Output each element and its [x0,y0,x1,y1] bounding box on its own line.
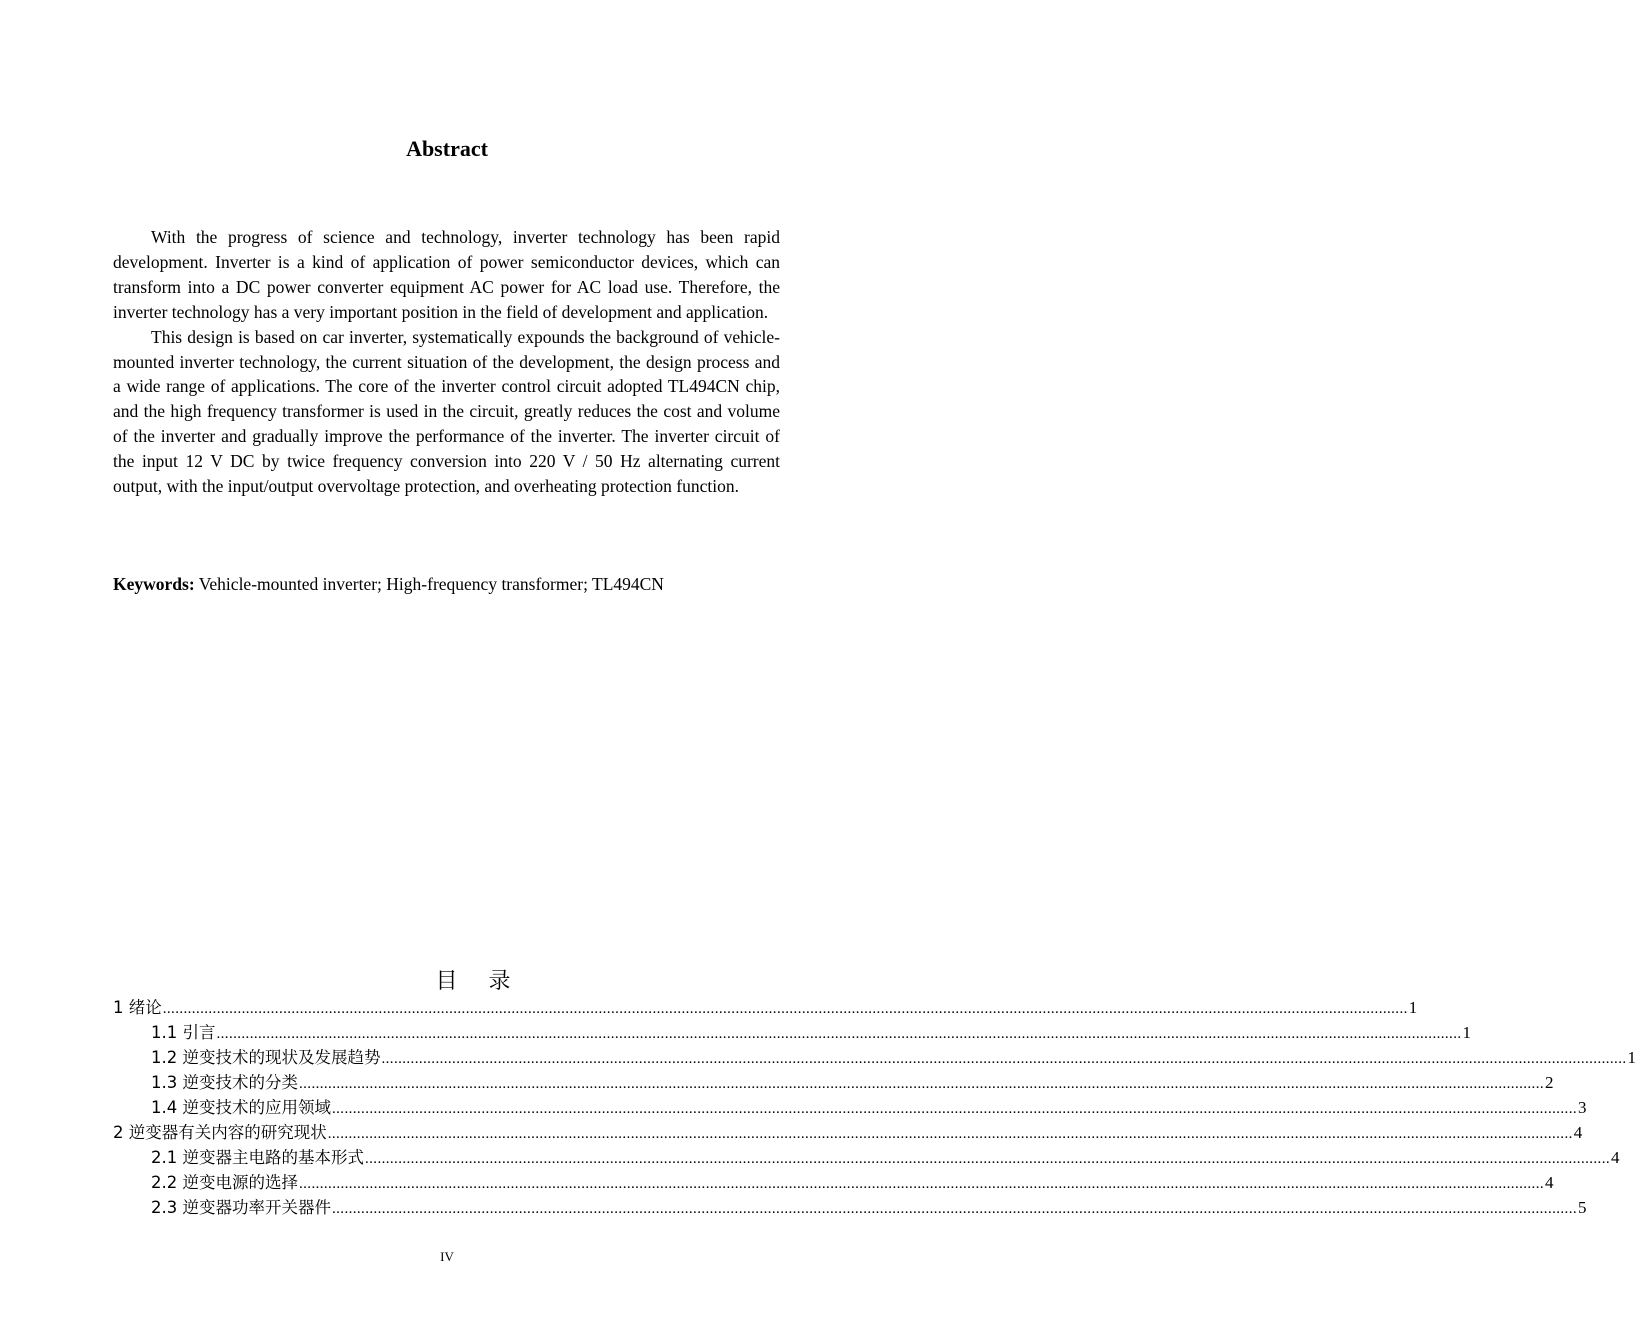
toc-dot-leader: ............................................................................................................................................................................................................................................................................................................ [299,1176,1544,1192]
toc-entry-title: 2.1 逆变器主电路的基本形式 [151,1148,364,1167]
toc-entry[interactable] [113,1195,1587,1220]
toc-entry[interactable] [113,1120,1583,1145]
toc-entry[interactable] [113,1170,1554,1195]
toc-entry-page: 1 [1627,1048,1636,1067]
toc-entry-page: 4 [1573,1123,1583,1142]
toc-entry-title: 1.1 引言 [151,1023,216,1042]
toc-entry-page: 3 [1578,1098,1587,1117]
keywords-line [113,572,780,597]
toc-entry-title: 2 逆变器有关内容的研究现状 [113,1123,327,1142]
table-of-contents [113,995,1636,1220]
toc-entry-title: 1.2 逆变技术的现状及发展趋势 [151,1048,381,1067]
toc-entry-title: 1.4 逆变技术的应用领域 [151,1098,331,1117]
keywords-text: Vehicle-mounted inverter; High-frequency transformer; TL494CN [198,574,664,594]
abstract-paragraph: This design is based on car inverter, systematically expounds the background of vehicle-mounted inverter technology, the current situation of the development, the design process and a wide range of applications. The core of the inverter control circuit adopted TL494CN chip, and the high frequency transformer is used in the circuit, greatly reduces the cost and volume of the inverter and gradually improve the performance of the inverter. The inverter circuit of the input 12 V DC by twice frequency conversion into 220 V / 50 Hz alternating current output, with the input/output overvoltage protection, and overheating protection function. [113,326,780,497]
abstract-body [113,225,780,499]
toc-dot-leader: ............................................................................................................................................................................................................................................................................................................ [327,1126,1573,1142]
abstract-title: Abstract [406,136,488,161]
toc-dot-leader: ............................................................................................................................................................................................................................................................................................................ [365,1151,1610,1167]
toc-entry-title: 1.3 逆变技术的分类 [151,1073,298,1092]
toc-entry-title: 2.2 逆变电源的选择 [151,1173,298,1192]
toc-entry-page: 1 [1462,1023,1471,1042]
toc-dot-leader: ............................................................................................................................................................................................................................................................................................................ [162,1001,1408,1017]
toc-dot-leader: ............................................................................................................................................................................................................................................................................................................ [332,1101,1577,1117]
toc-entry-page: 5 [1578,1198,1587,1217]
toc-entry[interactable] [113,1095,1587,1120]
toc-entry[interactable] [113,1145,1620,1170]
toc-entry-title: 2.3 逆变器功率开关器件 [151,1198,331,1217]
toc-entry-page: 4 [1611,1148,1620,1167]
toc-entry-page: 2 [1545,1073,1554,1092]
toc-entry[interactable] [113,995,1418,1020]
toc-entry[interactable] [113,1045,1636,1070]
toc-entry-title: 1 绪论 [113,998,162,1017]
toc-title: 目 录 [435,969,523,994]
toc-dot-leader: ............................................................................................................................................................................................................................................................................................................ [332,1201,1577,1217]
toc-dot-leader: ............................................................................................................................................................................................................................................................................................................ [381,1051,1627,1067]
toc-entry-page: 1 [1408,998,1418,1017]
toc-entry[interactable] [113,1070,1554,1095]
toc-dot-leader: ............................................................................................................................................................................................................................................................................................................ [216,1026,1462,1042]
toc-dot-leader: ............................................................................................................................................................................................................................................................................................................ [299,1076,1544,1092]
page-number: IV [440,1249,454,1264]
abstract-paragraph: With the progress of science and technology, inverter technology has been rapid development. Inverter is a kind of application of power semiconductor devices, which can transform into a DC power converter equipment AC power for AC load use. Therefore, the inverter technology has a very important position in the field of development and application. [113,227,780,322]
keywords-label: Keywords: [113,574,195,594]
toc-entry-page: 4 [1545,1173,1554,1192]
toc-entry[interactable] [113,1020,1471,1045]
